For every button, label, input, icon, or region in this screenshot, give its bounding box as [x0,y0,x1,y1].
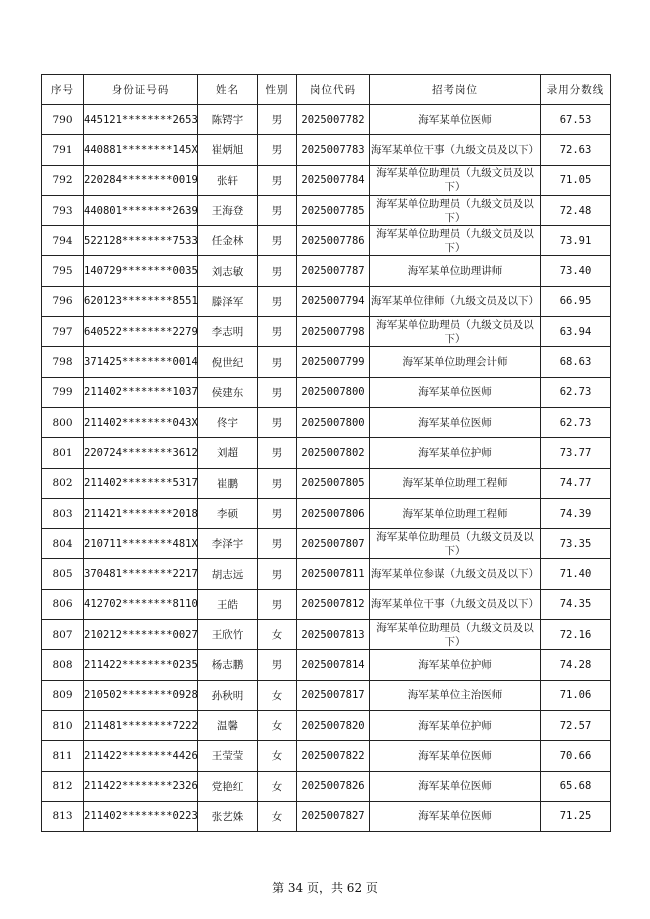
cell-score: 62.73 [541,377,611,407]
table-row [42,226,611,256]
cell-id: 140729********0035 [84,256,198,286]
cell-position: 海军某单位助理员（九级文员及以下） [370,195,541,225]
cell-sex: 男 [258,317,297,347]
cell-id: 211421********2018 [84,498,198,528]
cell-score: 62.73 [541,407,611,437]
cell-no: 808 [42,650,84,680]
cell-id: 210212********0027 [84,620,198,650]
cell-name: 任金林 [198,226,258,256]
table-row [42,105,611,135]
cell-no: 790 [42,105,84,135]
cell-sex: 男 [258,256,297,286]
cell-position: 海军某单位医师 [370,105,541,135]
table-row [42,650,611,680]
cell-name: 孙秋明 [198,680,258,710]
cell-code: 2025007800 [297,377,370,407]
cell-name: 王海登 [198,195,258,225]
cell-sex: 女 [258,741,297,771]
table-row [42,498,611,528]
cell-score: 72.63 [541,135,611,165]
page-footer: 第 34 页，共 62 页 [272,881,378,895]
cell-code: 2025007820 [297,710,370,740]
table-row [42,407,611,437]
table-row [42,801,611,831]
cell-sex: 男 [258,286,297,316]
cell-score: 74.77 [541,468,611,498]
table-row [42,256,611,286]
cell-sex: 男 [258,347,297,377]
table-row [42,620,611,650]
cell-name: 李泽宇 [198,529,258,559]
cell-score: 71.40 [541,559,611,589]
table-row [42,771,611,801]
table-row [42,559,611,589]
cell-id: 211402********043X [84,407,198,437]
cell-id: 211402********1037 [84,377,198,407]
cell-code: 2025007817 [297,680,370,710]
cell-no: 794 [42,226,84,256]
cell-name: 胡志远 [198,559,258,589]
header-id: 身份证号码 [84,75,198,105]
cell-sex: 男 [258,559,297,589]
cell-sex: 男 [258,498,297,528]
cell-id: 211422********2326 [84,771,198,801]
cell-score: 72.57 [541,710,611,740]
header-row [42,75,611,105]
cell-code: 2025007806 [297,498,370,528]
cell-score: 73.91 [541,226,611,256]
cell-code: 2025007798 [297,317,370,347]
cell-id: 440881********145X [84,135,198,165]
header-no: 序号 [42,75,84,105]
cell-name: 温馨 [198,710,258,740]
cell-no: 799 [42,377,84,407]
cell-id: 640522********2279 [84,317,198,347]
cell-score: 73.77 [541,438,611,468]
cell-position: 海军某单位护师 [370,438,541,468]
cell-no: 806 [42,589,84,619]
cell-name: 李志明 [198,317,258,347]
table-row [42,680,611,710]
cell-score: 74.35 [541,589,611,619]
cell-score: 72.16 [541,620,611,650]
cell-id: 522128********7533 [84,226,198,256]
cell-score: 71.06 [541,680,611,710]
cell-no: 797 [42,317,84,347]
cell-id: 220284********0019 [84,165,198,195]
cell-score: 70.66 [541,741,611,771]
cell-no: 802 [42,468,84,498]
cell-position: 海军某单位助理讲师 [370,256,541,286]
cell-no: 796 [42,286,84,316]
cell-score: 63.94 [541,317,611,347]
cell-no: 793 [42,195,84,225]
cell-position: 海军某单位助理员（九级文员及以下） [370,317,541,347]
cell-sex: 男 [258,407,297,437]
table-row [42,347,611,377]
cell-code: 2025007827 [297,801,370,831]
cell-position: 海军某单位助理员（九级文员及以下） [370,529,541,559]
table-row [42,286,611,316]
cell-score: 73.40 [541,256,611,286]
cell-sex: 女 [258,710,297,740]
cell-score: 73.35 [541,529,611,559]
cell-code: 2025007783 [297,135,370,165]
cell-score: 67.53 [541,105,611,135]
cell-name: 王皓 [198,589,258,619]
cell-code: 2025007814 [297,650,370,680]
cell-name: 陈锷宇 [198,105,258,135]
cell-position: 海军某单位助理员（九级文员及以下） [370,226,541,256]
cell-no: 810 [42,710,84,740]
cell-position: 海军某单位护师 [370,710,541,740]
cell-position: 海军某单位医师 [370,771,541,801]
cell-code: 2025007799 [297,347,370,377]
cell-name: 党艳红 [198,771,258,801]
cell-sex: 男 [258,589,297,619]
cell-code: 2025007785 [297,195,370,225]
header-sex: 性别 [258,75,297,105]
cell-score: 65.68 [541,771,611,801]
cell-position: 海军某单位助理员（九级文员及以下） [370,620,541,650]
cell-code: 2025007782 [297,105,370,135]
cell-score: 71.25 [541,801,611,831]
cell-no: 792 [42,165,84,195]
cell-code: 2025007811 [297,559,370,589]
table-row [42,589,611,619]
cell-score: 74.39 [541,498,611,528]
cell-name: 刘超 [198,438,258,468]
cell-no: 791 [42,135,84,165]
cell-id: 211422********4426 [84,741,198,771]
cell-code: 2025007802 [297,438,370,468]
cell-name: 李硕 [198,498,258,528]
cell-no: 800 [42,407,84,437]
cell-no: 801 [42,438,84,468]
cell-id: 445121********2653 [84,105,198,135]
cell-id: 210711********481X [84,529,198,559]
cell-code: 2025007805 [297,468,370,498]
cell-position: 海军某单位助理工程师 [370,498,541,528]
cell-sex: 男 [258,165,297,195]
cell-sex: 女 [258,771,297,801]
table-row [42,195,611,225]
cell-position: 海军某单位干事（九级文员及以下） [370,589,541,619]
cell-no: 811 [42,741,84,771]
cell-name: 崔鹏 [198,468,258,498]
header-name: 姓名 [198,75,258,105]
cell-score: 72.48 [541,195,611,225]
cell-score: 74.28 [541,650,611,680]
cell-name: 王欣竹 [198,620,258,650]
cell-code: 2025007800 [297,407,370,437]
cell-sex: 男 [258,135,297,165]
cell-position: 海军某单位医师 [370,741,541,771]
cell-code: 2025007813 [297,620,370,650]
cell-sex: 男 [258,195,297,225]
cell-position: 海军某单位医师 [370,801,541,831]
cell-score: 68.63 [541,347,611,377]
cell-name: 佟宇 [198,407,258,437]
cell-no: 804 [42,529,84,559]
cell-id: 412702********8110 [84,589,198,619]
cell-no: 813 [42,801,84,831]
cell-position: 海军某单位助理员（九级文员及以下） [370,165,541,195]
cell-sex: 男 [258,377,297,407]
cell-name: 杨志鹏 [198,650,258,680]
cell-id: 211422********0235 [84,650,198,680]
cell-code: 2025007807 [297,529,370,559]
cell-position: 海军某单位助理工程师 [370,468,541,498]
header-score: 录用分数线 [541,75,611,105]
cell-position: 海军某单位护师 [370,650,541,680]
cell-no: 795 [42,256,84,286]
table-row [42,135,611,165]
cell-id: 370481********2217 [84,559,198,589]
cell-id: 620123********8551 [84,286,198,316]
cell-id: 371425********0014 [84,347,198,377]
admission-table [41,74,611,832]
cell-sex: 女 [258,620,297,650]
cell-no: 803 [42,498,84,528]
cell-id: 440801********2639 [84,195,198,225]
cell-sex: 男 [258,468,297,498]
table-row [42,438,611,468]
cell-sex: 女 [258,680,297,710]
cell-id: 210502********0928 [84,680,198,710]
cell-id: 211402********0223 [84,801,198,831]
table-row [42,317,611,347]
cell-name: 张轩 [198,165,258,195]
cell-sex: 男 [258,105,297,135]
table-row [42,710,611,740]
cell-name: 刘志敏 [198,256,258,286]
header-code: 岗位代码 [297,75,370,105]
cell-code: 2025007794 [297,286,370,316]
cell-sex: 男 [258,529,297,559]
cell-position: 海军某单位助理会计师 [370,347,541,377]
cell-no: 809 [42,680,84,710]
cell-sex: 女 [258,801,297,831]
cell-code: 2025007786 [297,226,370,256]
cell-id: 211402********5317 [84,468,198,498]
cell-id: 220724********3612 [84,438,198,468]
cell-name: 张艺姝 [198,801,258,831]
cell-name: 滕泽军 [198,286,258,316]
table-row [42,529,611,559]
cell-no: 798 [42,347,84,377]
cell-name: 王莹莹 [198,741,258,771]
table-row [42,377,611,407]
cell-name: 倪世纪 [198,347,258,377]
cell-code: 2025007826 [297,771,370,801]
cell-position: 海军某单位干事（九级文员及以下） [370,135,541,165]
cell-position: 海军某单位参谋（九级文员及以下） [370,559,541,589]
cell-sex: 男 [258,226,297,256]
cell-position: 海军某单位医师 [370,377,541,407]
cell-name: 崔炳旭 [198,135,258,165]
header-position: 招考岗位 [370,75,541,105]
cell-code: 2025007784 [297,165,370,195]
cell-sex: 男 [258,438,297,468]
cell-code: 2025007787 [297,256,370,286]
table-row [42,468,611,498]
table-row [42,741,611,771]
cell-sex: 男 [258,650,297,680]
cell-no: 807 [42,620,84,650]
cell-name: 侯建东 [198,377,258,407]
table-row [42,165,611,195]
cell-no: 812 [42,771,84,801]
cell-position: 海军某单位律师（九级文员及以下） [370,286,541,316]
cell-code: 2025007812 [297,589,370,619]
cell-score: 66.95 [541,286,611,316]
cell-id: 211481********7222 [84,710,198,740]
cell-score: 71.05 [541,165,611,195]
cell-position: 海军某单位主治医师 [370,680,541,710]
cell-no: 805 [42,559,84,589]
cell-position: 海军某单位医师 [370,407,541,437]
cell-code: 2025007822 [297,741,370,771]
